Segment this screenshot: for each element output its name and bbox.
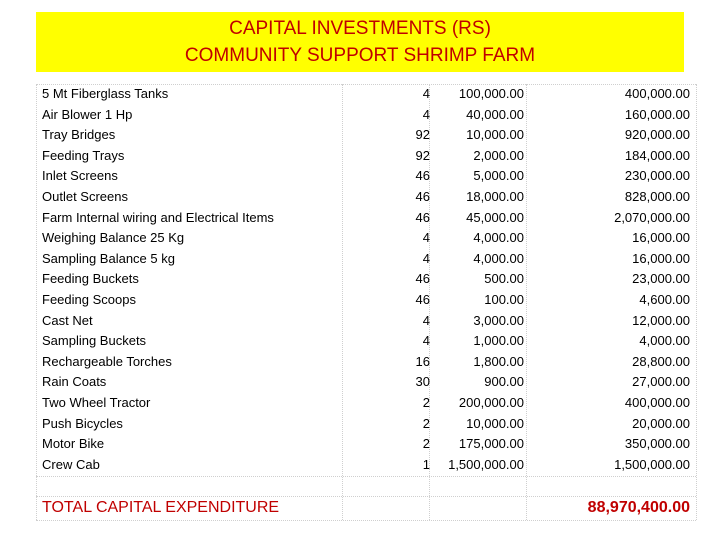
item-unit-price: 500.00	[484, 271, 524, 287]
title-line-2: COMMUNITY SUPPORT SHRIMP FARM	[184, 45, 536, 66]
item-name: Two Wheel Tractor	[42, 394, 151, 410]
item-name: Push Bicycles	[42, 415, 123, 431]
item-total: 27,000.00	[632, 374, 690, 390]
item-unit-price: 200,000.00	[458, 394, 524, 410]
table-row	[36, 311, 696, 332]
item-quantity: 2	[422, 436, 430, 452]
title-banner	[36, 12, 684, 72]
item-quantity: 4	[422, 230, 430, 246]
item-quantity: 46	[415, 291, 430, 307]
item-total: 12,000.00	[632, 312, 690, 328]
item-name: Crew Cab	[42, 456, 100, 472]
item-unit-price: 1,000.00	[473, 333, 524, 349]
item-unit-price: 175,000.00	[458, 436, 524, 452]
item-total: 920,000.00	[624, 127, 690, 143]
table-row	[36, 105, 696, 126]
item-total: 16,000.00	[632, 250, 690, 266]
item-name: Sampling Buckets	[42, 333, 147, 349]
item-quantity: 2	[422, 394, 430, 410]
item-name: Rechargeable Torches	[42, 353, 172, 369]
item-unit-price: 100.00	[484, 291, 524, 307]
item-unit-price: 10,000.00	[466, 127, 524, 143]
item-total: 28,800.00	[632, 353, 690, 369]
title-line-1: CAPITAL INVESTMENTS (RS)	[229, 18, 491, 39]
item-quantity: 4	[422, 86, 430, 101]
table-row	[36, 290, 696, 311]
item-unit-price: 10,000.00	[466, 415, 524, 431]
item-name: Air Blower 1 Hp	[42, 106, 133, 122]
item-total: 350,000.00	[624, 436, 690, 452]
item-total: 23,000.00	[632, 271, 690, 287]
item-total: 2,070,000.00	[614, 209, 690, 225]
item-unit-price: 1,800.00	[473, 353, 524, 369]
item-quantity: 16	[415, 353, 430, 369]
items-table	[36, 84, 696, 475]
item-total: 1,500,000.00	[614, 456, 690, 472]
item-total: 16,000.00	[632, 230, 690, 246]
table-row	[36, 166, 696, 187]
table-row	[36, 125, 696, 146]
item-unit-price: 4,000.00	[473, 230, 524, 246]
table-row	[36, 352, 696, 373]
item-unit-price: 45,000.00	[466, 209, 524, 225]
table-row	[36, 414, 696, 435]
item-quantity: 30	[415, 374, 430, 390]
table-row	[36, 393, 696, 414]
item-unit-price: 3,000.00	[473, 312, 524, 328]
item-name: Tray Bridges	[42, 127, 116, 143]
item-quantity: 46	[415, 209, 430, 225]
item-unit-price: 100,000.00	[458, 86, 524, 101]
item-quantity: 92	[415, 127, 430, 143]
item-total: 4,000.00	[639, 333, 690, 349]
item-name: Sampling Balance 5 kg	[42, 250, 175, 266]
table-row	[36, 372, 696, 393]
item-quantity: 4	[422, 312, 430, 328]
item-total: 230,000.00	[624, 168, 690, 184]
item-total: 20,000.00	[632, 415, 690, 431]
item-total: 828,000.00	[624, 188, 690, 204]
table-row	[36, 84, 696, 105]
item-total: 160,000.00	[624, 106, 690, 122]
item-name: Rain Coats	[42, 374, 107, 390]
table-row	[36, 331, 696, 352]
item-name: Feeding Trays	[42, 147, 125, 163]
item-total: 400,000.00	[624, 394, 690, 410]
item-quantity: 1	[422, 456, 430, 472]
item-name: Weighing Balance 25 Kg	[42, 230, 185, 246]
item-unit-price: 40,000.00	[466, 106, 524, 122]
total-label: TOTAL CAPITAL EXPENDITURE	[42, 499, 280, 516]
item-total: 400,000.00	[624, 86, 690, 101]
item-name: Inlet Screens	[42, 168, 118, 184]
table-row	[36, 228, 696, 249]
item-name: 5 Mt Fiberglass Tanks	[42, 86, 169, 101]
item-quantity: 4	[422, 333, 430, 349]
item-quantity: 46	[415, 188, 430, 204]
item-unit-price: 1,500,000.00	[448, 456, 524, 472]
item-quantity: 46	[415, 271, 430, 287]
item-quantity: 92	[415, 147, 430, 163]
item-unit-price: 900.00	[484, 374, 524, 390]
item-name: Farm Internal wiring and Electrical Items	[42, 209, 274, 225]
item-unit-price: 5,000.00	[473, 168, 524, 184]
grid-line	[36, 520, 696, 521]
item-unit-price: 2,000.00	[473, 147, 524, 163]
item-unit-price: 18,000.00	[466, 188, 524, 204]
item-name: Outlet Screens	[42, 188, 128, 204]
item-total: 4,600.00	[639, 291, 690, 307]
table-row	[36, 249, 696, 270]
grid-line	[36, 476, 696, 477]
item-name: Motor Bike	[42, 436, 105, 452]
item-name: Feeding Buckets	[42, 271, 139, 287]
table-row	[36, 208, 696, 229]
item-quantity: 4	[422, 250, 430, 266]
item-name: Cast Net	[42, 312, 93, 328]
item-name: Feeding Scoops	[42, 291, 136, 307]
table-row	[36, 187, 696, 208]
table-row	[36, 146, 696, 167]
item-total: 184,000.00	[624, 147, 690, 163]
table-row	[36, 455, 696, 476]
item-quantity: 2	[422, 415, 430, 431]
table-row	[36, 269, 696, 290]
total-row	[36, 496, 696, 520]
item-unit-price: 4,000.00	[473, 250, 524, 266]
item-quantity: 4	[422, 106, 430, 122]
total-value: 88,970,400.00	[587, 499, 690, 516]
grid-line	[696, 84, 697, 520]
table-row	[36, 434, 696, 455]
item-quantity: 46	[415, 168, 430, 184]
